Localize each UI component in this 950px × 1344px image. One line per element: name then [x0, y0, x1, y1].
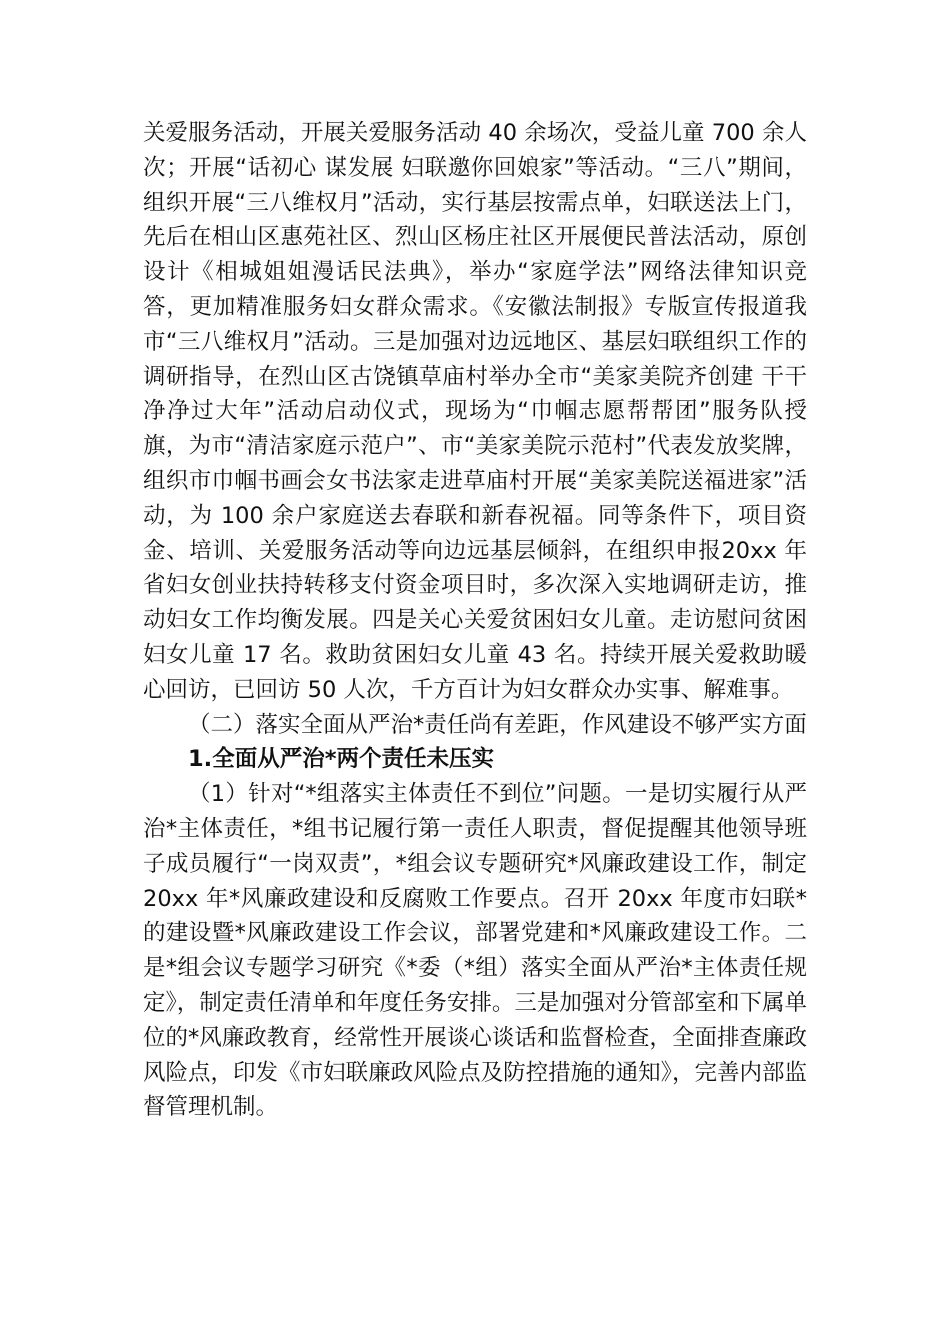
document-page	[143, 116, 807, 1125]
body-paragraph: 关爱服务活动，开展关爱服务活动 40 余场次，受益儿童 700 余人次；开展“话初心 谋发展 妇联邀你回娘家”等活动。“三八”期间，组织开展“三八维权月”活动，实行基层按需点单，妇联送法上门，先后在相山区惠苑社区、烈山区杨庄社区开展便民普法活动，原创设计《相城姐姐漫话民法典》，举办“家庭学法”网络法律知识竞答，更加精准服务妇女群众需求。《安徽法制报》专版宣传报道我市“三八维权月”活动。三是加强对边远地区、基层妇联组织工作的调研指导，在烈山区古饶镇草庙村举办全市“美家美院齐创建 干干净净过大年”活动启动仪式，现场为“巾帼志愿帮帮团”服务队授旗，为市“清洁家庭示范户”、市“美家美院示范村”代表发放奖牌，组织市巾帼书画会女书法家走进草庙村开展“美家美院送福进家”活动，为 100 余户家庭送去春联和新春祝福。同等条件下，项目资金、培训、关爱服务活动等向边远基层倾斜，在组织申报20xx 年省妇女创业扶持转移支付资金项目时，多次深入实地调研走访，推动妇女工作均衡发展。四是关心关爱贫困妇女儿童。走访慰问贫困妇女儿童 17 名。救助贫困妇女儿童 43 名。持续开展关爱救助暖心回访，已回访 50 人次，千方百计为妇女群众办实事、解难事。	[143, 120, 807, 703]
subsection-heading: 1.全面从严治*两个责任未压实	[188, 746, 494, 773]
section-title: （二）落实全面从严治*责任尚有差距，作风建设不够严实方面	[188, 711, 807, 738]
item-paragraph: （1）针对“*组落实主体责任不到位”问题。一是切实履行从严治*主体责任，*组书记履行第一责任人职责，督促提醒其他领导班子成员履行“一岗双责”，*组会议专题研究*风廉政建设工作，制定 20xx 年*风廉政建设和反腐败工作要点。召开 20xx 年度市妇联*的建设暨*风廉政建设工作会议，部署党建和*风廉政建设工作。二是*组会议专题学习研究《*委（*组）落实全面从严治*主体责任规定》，制定责任清单和年度任务安排。三是加强对分管部室和下属单位的*风廉政教育，经常性开展谈心谈话和监督检查，全面排查廉政风险点，印发《市妇联廉政风险点及防控措施的通知》，完善内部监督管理机制。	[143, 781, 807, 1121]
